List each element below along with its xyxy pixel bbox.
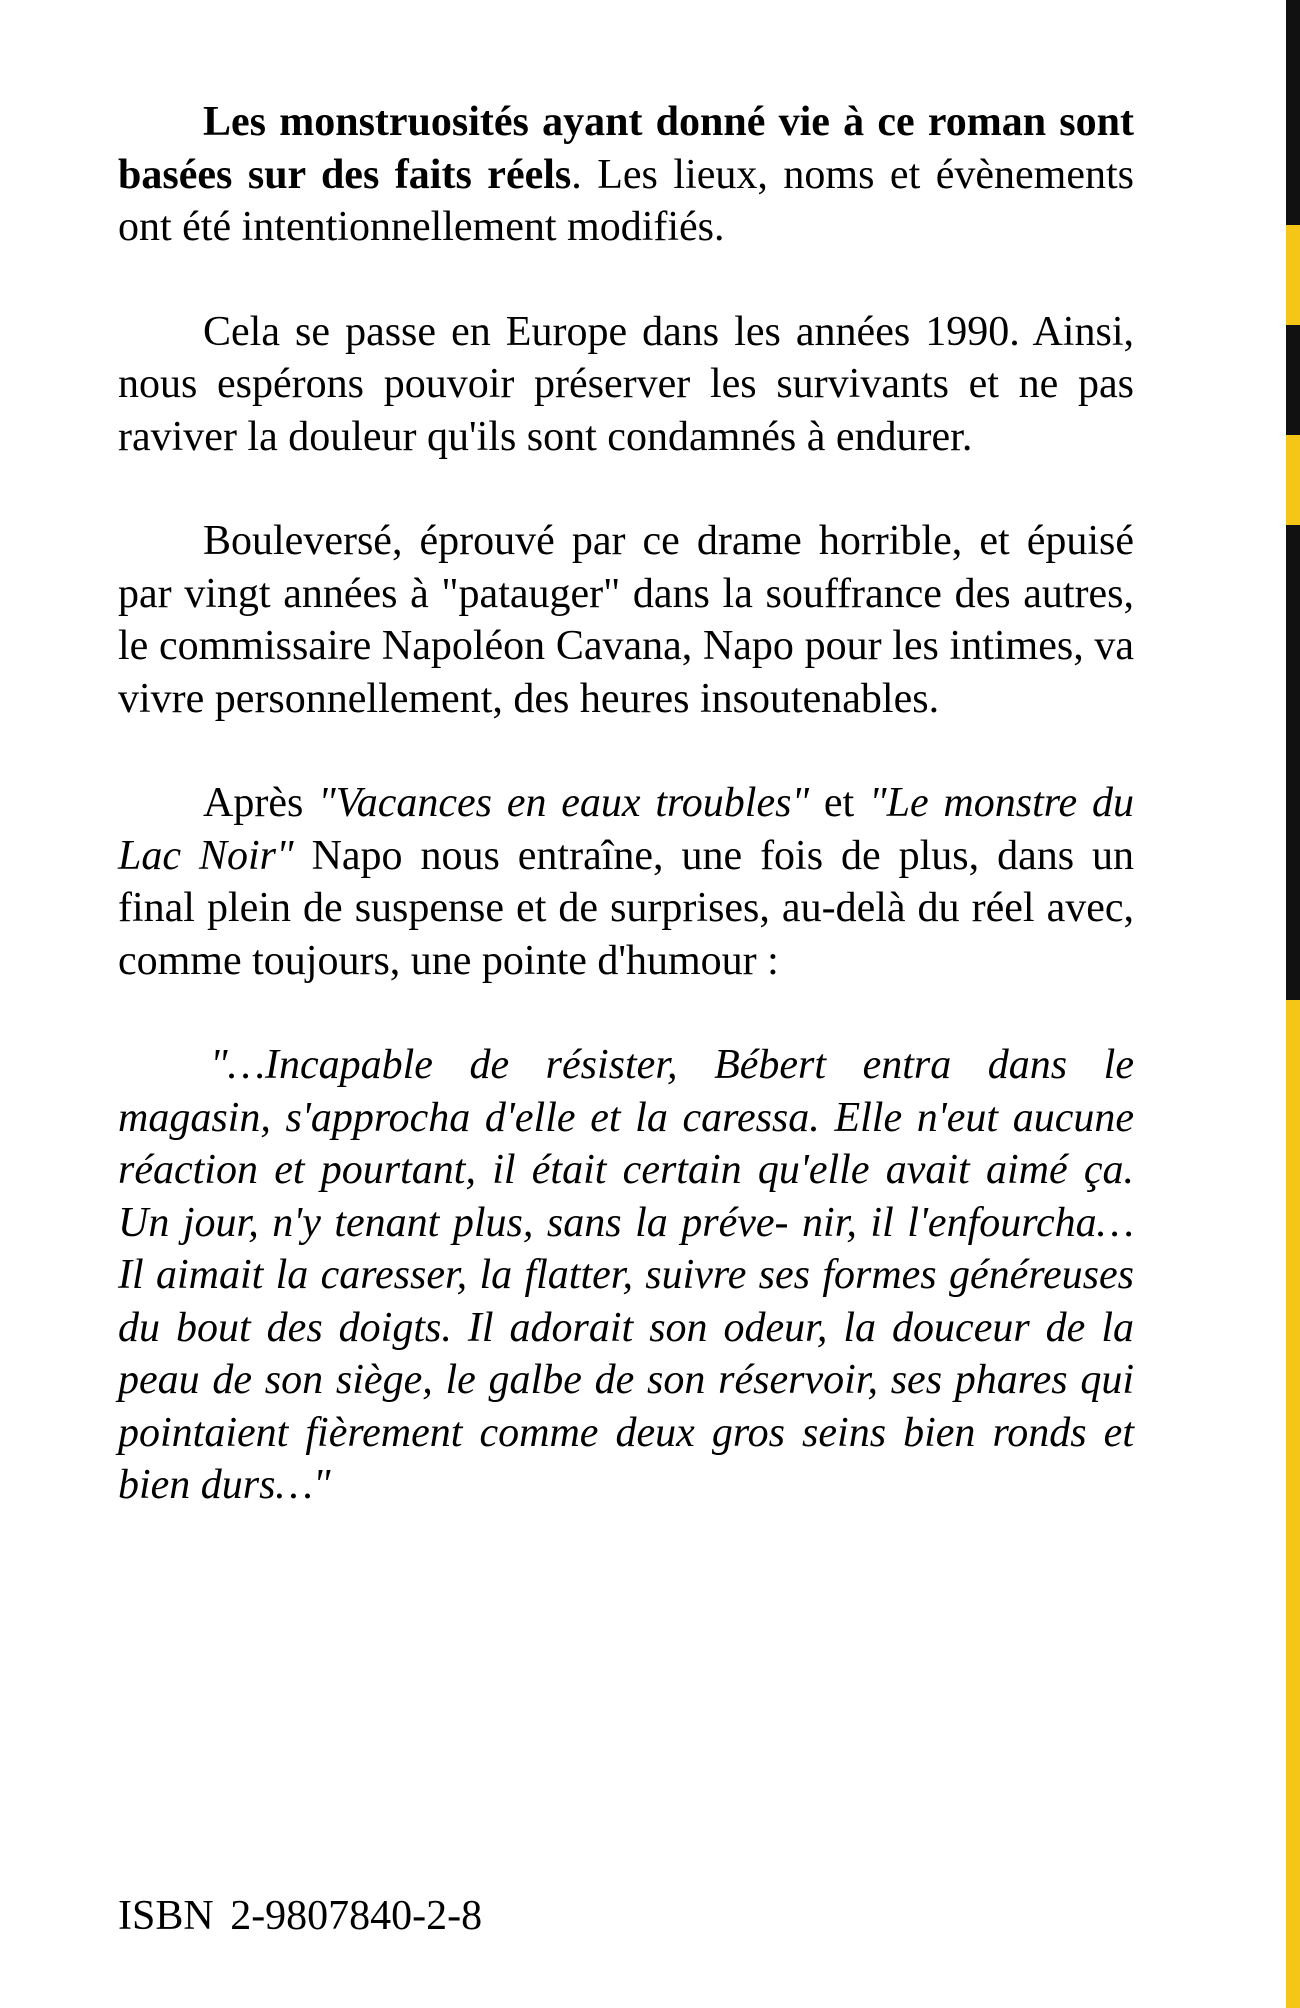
- excerpt-part-2: nir, il l'enfourcha… Il aimait la caresser, la flatter, suivre ses formes généreuses du bout des doigts. Il adorait son odeur, la douceur de la peau de son siège, le galbe de son réservoir, ses phares qui pointaient fièrement comme deux gros seins bien ronds et bien durs…": [118, 1199, 1135, 1508]
- spine-color-strip: [1286, 0, 1300, 2008]
- series-title-1: "Vacances en eaux troubles": [318, 780, 810, 826]
- disclaimer-bold: Les monstruosités ayant donné vie à ce roman sont basées sur des faits réels: [118, 99, 1134, 198]
- series-text-c: Napo nous entraîne, une fois de plus, dans un final plein de suspense et de surprises, au-delà du réel avec, comme toujours, une pointe d'humour :: [118, 832, 1134, 984]
- excerpt-quote: [118, 1039, 1134, 1512]
- back-cover-text: [118, 96, 1134, 1564]
- paragraph-series: [118, 777, 1134, 987]
- spine-segment-yellow: [1286, 1000, 1300, 2008]
- series-title-2: "Le monstre du Lac Noir": [118, 780, 1134, 879]
- paragraph-disclaimer: [118, 96, 1134, 254]
- excerpt-part-1: "…Incapable de résister, Bébert entra dans le magasin, s'approcha d'elle et la caressa. Elle n'eut aucune réaction et pourtant, il était certain qu'elle avait aimé ça. Un jour, n'y tenant plus, sans la préve-: [118, 1042, 1134, 1246]
- paragraph-setting: Cela se passe en Europe dans les années 1990. Ainsi, nous espérons pouvoir préserver les survivants et ne pas raviver la douleur qu'ils sont condamnés à endurer.: [118, 308, 1134, 460]
- series-text-a: Après: [203, 780, 319, 826]
- isbn-label: ISBN 2-9807840-2-8: [118, 1893, 483, 1939]
- spine-segment-black: [1286, 525, 1300, 1000]
- spine-segment-black: [1286, 0, 1300, 225]
- paragraph-synopsis: Bouleversé, éprouvé par ce drame horrible, et épuisé par vingt années à "patauger" dans la souffrance des autres, le commissaire Napoléon Cavana, Napo pour les intimes, va vivre personnellement, des heures insoutenables.: [118, 518, 1134, 722]
- series-text-b: et: [809, 780, 869, 826]
- spine-segment-yellow: [1286, 225, 1300, 325]
- disclaimer-rest: . Les lieux, noms et évènements ont été intentionnellement modifiés.: [118, 151, 1135, 250]
- spine-segment-yellow: [1286, 435, 1300, 525]
- spine-segment-black: [1286, 325, 1300, 435]
